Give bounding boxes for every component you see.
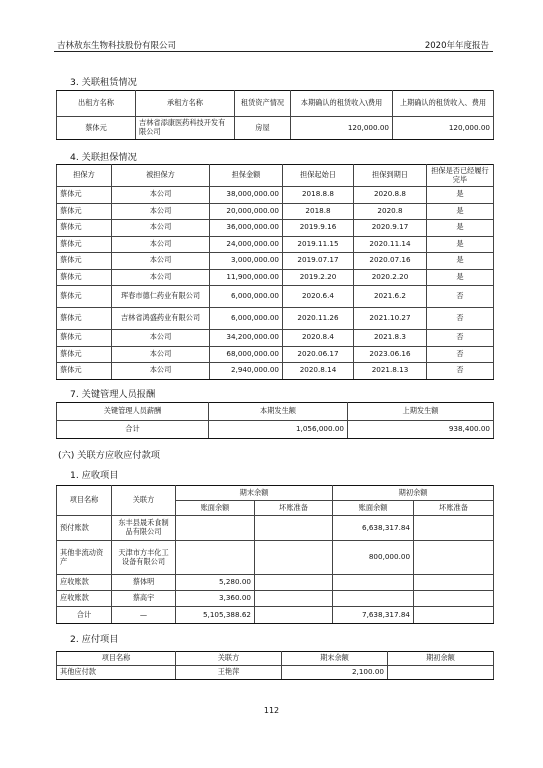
cell: 本公司: [112, 330, 210, 347]
guarantee-table: [56, 164, 494, 380]
table-row: [57, 666, 494, 680]
cell: [176, 541, 255, 575]
cell: 蔡体元: [57, 187, 112, 204]
cell: 否: [427, 330, 494, 347]
cell: 蔡体元: [57, 236, 112, 253]
receivables-header-row-1: [57, 486, 494, 501]
cell: 合计: [57, 607, 112, 624]
cell: 3,000,000.00: [210, 253, 283, 270]
cell: [333, 591, 414, 607]
cell: 吉林省鸿盛药业有限公司: [112, 308, 210, 330]
cell: 其他应付款: [57, 666, 176, 680]
guarantee-col-completed: 担保是否已经履行完毕: [427, 165, 494, 187]
cell: 蔡体元: [57, 253, 112, 270]
cell: 本公司: [112, 269, 210, 286]
lease-header-row: [57, 91, 494, 117]
cell: 蔡体元: [57, 363, 112, 380]
table-row: [57, 117, 494, 140]
cell: 24,000,000.00: [210, 236, 283, 253]
guarantee-col-amount: 担保金额: [210, 165, 283, 187]
cell: 5,280.00: [176, 575, 255, 591]
cell: 吉林省添康医药科技开发有限公司: [136, 117, 235, 140]
table-row: [57, 591, 494, 607]
cell: 应收账款: [57, 591, 112, 607]
payables-subtitle: 2. 应付项目: [70, 634, 119, 645]
comp-col-current: 本期发生额: [209, 403, 348, 421]
cell: 20,000,000.00: [210, 203, 283, 220]
cell: 2023.06.16: [354, 346, 427, 363]
lease-table: [56, 90, 494, 140]
cell: 否: [427, 286, 494, 308]
table-row: [57, 203, 494, 220]
cell: [176, 516, 255, 541]
guarantee-col-end: 担保到期日: [354, 165, 427, 187]
cell: [255, 516, 333, 541]
cell: 2020.9.17: [354, 220, 427, 237]
table-row: [57, 363, 494, 380]
table-row: [57, 187, 494, 204]
compensation-header-row: [57, 403, 494, 421]
table-row: [57, 220, 494, 237]
header-rule: [54, 51, 493, 52]
recv-col-ending-balance: 账面余额: [176, 501, 255, 516]
cell: 王艳萍: [176, 666, 282, 680]
cell: 2018.8: [283, 203, 354, 220]
section-guarantee-title: 4. 关联担保情况: [70, 152, 137, 163]
cell: 2021.6.2: [354, 286, 427, 308]
cell: 2020.6.4: [283, 286, 354, 308]
cell: 是: [427, 203, 494, 220]
lease-col-current: 本期确认的租赁收入\费用: [291, 91, 393, 117]
table-row: [57, 541, 494, 575]
cell: 是: [427, 220, 494, 237]
cell: [414, 591, 494, 607]
comp-col-item: 关键管理人员薪酬: [57, 403, 209, 421]
cell: 2021.8.13: [354, 363, 427, 380]
section-lease-title: 3. 关联租赁情况: [70, 77, 137, 88]
cell: 蔡高宇: [112, 591, 176, 607]
cell: 5,105,388.62: [176, 607, 255, 624]
cell: 2019.9.16: [283, 220, 354, 237]
table-row: [57, 346, 494, 363]
lease-col-lessor: 出租方名称: [57, 91, 136, 117]
lease-col-lessee: 承租方名称: [136, 91, 235, 117]
cell: 36,000,000.00: [210, 220, 283, 237]
pay-col-ending: 期末余额: [282, 652, 388, 666]
cell: 2020.8.14: [283, 363, 354, 380]
cell: 3,360.00: [176, 591, 255, 607]
lease-col-asset: 租赁资产情况: [235, 91, 291, 117]
table-row: [57, 308, 494, 330]
cell: 800,000.00: [333, 541, 414, 575]
cell: 68,000,000.00: [210, 346, 283, 363]
table-row: [57, 236, 494, 253]
cell: 本公司: [112, 203, 210, 220]
cell: 蔡体元: [57, 220, 112, 237]
guarantee-col-guarantor: 担保方: [57, 165, 112, 187]
cell: 蔡体元: [57, 308, 112, 330]
page-number: 112: [263, 706, 280, 715]
cell: 是: [427, 187, 494, 204]
cell: 应收账款: [57, 575, 112, 591]
cell: 否: [427, 363, 494, 380]
cell: 120,000.00: [393, 117, 494, 140]
cell: [388, 666, 494, 680]
cell: [333, 575, 414, 591]
cell: 2019.11.15: [283, 236, 354, 253]
cell: 2020.11.26: [283, 308, 354, 330]
receivables-table: [56, 485, 494, 624]
comp-col-prior: 上期发生额: [348, 403, 494, 421]
cell: 是: [427, 236, 494, 253]
cell: 2021.10.27: [354, 308, 427, 330]
pay-col-item: 项目名称: [57, 652, 176, 666]
cell: [414, 516, 494, 541]
payables-header-row: [57, 652, 494, 666]
table-row: [57, 330, 494, 347]
cell: 蔡体元: [57, 330, 112, 347]
cell: 2019.07.17: [283, 253, 354, 270]
cell: 本公司: [112, 220, 210, 237]
cell: 2020.8: [354, 203, 427, 220]
cell: 120,000.00: [291, 117, 393, 140]
cell: 天津市方丰化工设备有限公司: [112, 541, 176, 575]
cell: 2,940,000.00: [210, 363, 283, 380]
cell: 本公司: [112, 363, 210, 380]
header-report-title: 2020年年度报告: [424, 41, 489, 51]
cell: [414, 575, 494, 591]
table-row: [57, 516, 494, 541]
cell: —: [112, 607, 176, 624]
lease-col-prior: 上期确认的租赁收入、费用: [393, 91, 494, 117]
cell: 2020.07.16: [354, 253, 427, 270]
table-row: [57, 269, 494, 286]
recv-col-item: 项目名称: [57, 486, 112, 516]
recv-col-beginning-allowance: 坏账准备: [414, 501, 494, 516]
cell: 938,400.00: [348, 421, 494, 439]
cell: 2020.11.14: [354, 236, 427, 253]
cell: 2019.2.20: [283, 269, 354, 286]
recv-col-party: 关联方: [112, 486, 176, 516]
cell: 34,200,000.00: [210, 330, 283, 347]
recv-col-beginning-balance: 账面余额: [333, 501, 414, 516]
recv-col-beginning: 期初余额: [333, 486, 494, 501]
cell: [255, 607, 333, 624]
pay-col-party: 关联方: [176, 652, 282, 666]
guarantee-col-start: 担保起始日: [283, 165, 354, 187]
cell: 38,000,000.00: [210, 187, 283, 204]
cell: 其他非流动资产: [57, 541, 112, 575]
cell: 合计: [57, 421, 209, 439]
cell: 6,000,000.00: [210, 286, 283, 308]
cell: 2021.8.3: [354, 330, 427, 347]
header-company: 吉林敖东生物科技股份有限公司: [57, 41, 177, 51]
cell: 蔡体元: [57, 117, 136, 140]
recv-col-ending: 期末余额: [176, 486, 333, 501]
cell: 本公司: [112, 187, 210, 204]
guarantee-col-guaranteed: 被担保方: [112, 165, 210, 187]
receivables-subtitle: 1. 应收项目: [70, 470, 119, 481]
payables-table: [56, 651, 494, 680]
table-row: [57, 286, 494, 308]
section-receivables-payables-title: (六) 关联方应收应付款项: [58, 450, 160, 461]
cell: 东丰县晟禾食制品有限公司: [112, 516, 176, 541]
cell: 蔡体元: [57, 346, 112, 363]
cell: [414, 541, 494, 575]
cell: 2,100.00: [282, 666, 388, 680]
cell: 本公司: [112, 346, 210, 363]
cell: 否: [427, 346, 494, 363]
table-row: [57, 253, 494, 270]
guarantee-header-row: [57, 165, 494, 187]
cell: 2018.8.8: [283, 187, 354, 204]
cell: 蔡体明: [112, 575, 176, 591]
cell: 房屋: [235, 117, 291, 140]
cell: 珲春市德仁药业有限公司: [112, 286, 210, 308]
cell: 本公司: [112, 253, 210, 270]
cell: 是: [427, 269, 494, 286]
cell: [255, 541, 333, 575]
cell: [255, 591, 333, 607]
cell: 1,056,000.00: [209, 421, 348, 439]
table-row: [57, 421, 494, 439]
pay-col-beginning: 期初余额: [388, 652, 494, 666]
compensation-table: [56, 402, 494, 439]
cell: 6,000,000.00: [210, 308, 283, 330]
cell: 6,638,317.84: [333, 516, 414, 541]
cell: 2020.8.8: [354, 187, 427, 204]
cell: 2020.06.17: [283, 346, 354, 363]
cell: 蔡体元: [57, 286, 112, 308]
recv-col-ending-allowance: 坏账准备: [255, 501, 333, 516]
section-compensation-title: 7. 关键管理人员报酬: [70, 389, 156, 400]
cell: 否: [427, 308, 494, 330]
cell: 蔡体元: [57, 203, 112, 220]
cell: [414, 607, 494, 624]
table-row: [57, 575, 494, 591]
cell: 预付账款: [57, 516, 112, 541]
cell: 2020.8.4: [283, 330, 354, 347]
cell: 11,900,000.00: [210, 269, 283, 286]
cell: 是: [427, 253, 494, 270]
table-row: [57, 607, 494, 624]
cell: 7,638,317.84: [333, 607, 414, 624]
cell: 蔡体元: [57, 269, 112, 286]
cell: [255, 575, 333, 591]
cell: 2020.2.20: [354, 269, 427, 286]
cell: 本公司: [112, 236, 210, 253]
